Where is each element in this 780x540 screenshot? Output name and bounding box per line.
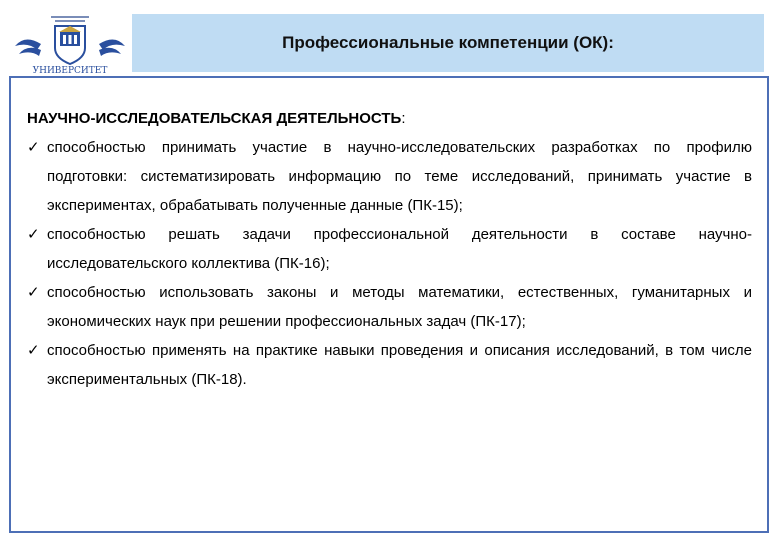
checkmark-icon: ✓ [27,284,40,301]
list-item-text: способностью использовать законы и методы математики, естественных, гуманитарных и экономических наук при решении профессиональных задач (ПК-17); [47,284,752,330]
checkmark-icon: ✓ [27,139,40,156]
svg-text:УНИВЕРСИТЕТ: УНИВЕРСИТЕТ [32,66,108,76]
section-heading [27,104,752,133]
section-heading-text: НАУЧНО-ИССЛЕДОВАТЕЛЬСКАЯ ДЕЯТЕЛЬНОСТЬ [27,110,402,127]
list-item-text: способностью принимать участие в научно-исследовательских разработках по профилю подготовки: систематизировать информацию по теме исследований, принимать участие в экспериментах, обрабатывать полученные данные (ПК-15); [47,139,752,214]
checkmark-icon: ✓ [27,226,40,243]
section-heading-colon: : [401,110,406,127]
title-banner [132,14,764,72]
list-item [27,278,752,336]
page-title: Профессиональные компетенции (ОК): [282,33,614,52]
competency-list [27,133,752,394]
list-item [27,220,752,278]
list-item [27,336,752,394]
list-item [27,133,752,220]
content-area [27,104,752,394]
checkmark-icon: ✓ [27,342,40,359]
university-logo [11,12,129,76]
list-item-text: способностью решать задачи профессиональной деятельности в составе научно-исследовательского коллектива (ПК-16); [47,226,752,272]
list-item-text: способностью применять на практике навыки проведения и описания исследований, в том числе экспериментальных (ПК-18). [47,342,752,388]
university-crest-icon [11,12,129,76]
